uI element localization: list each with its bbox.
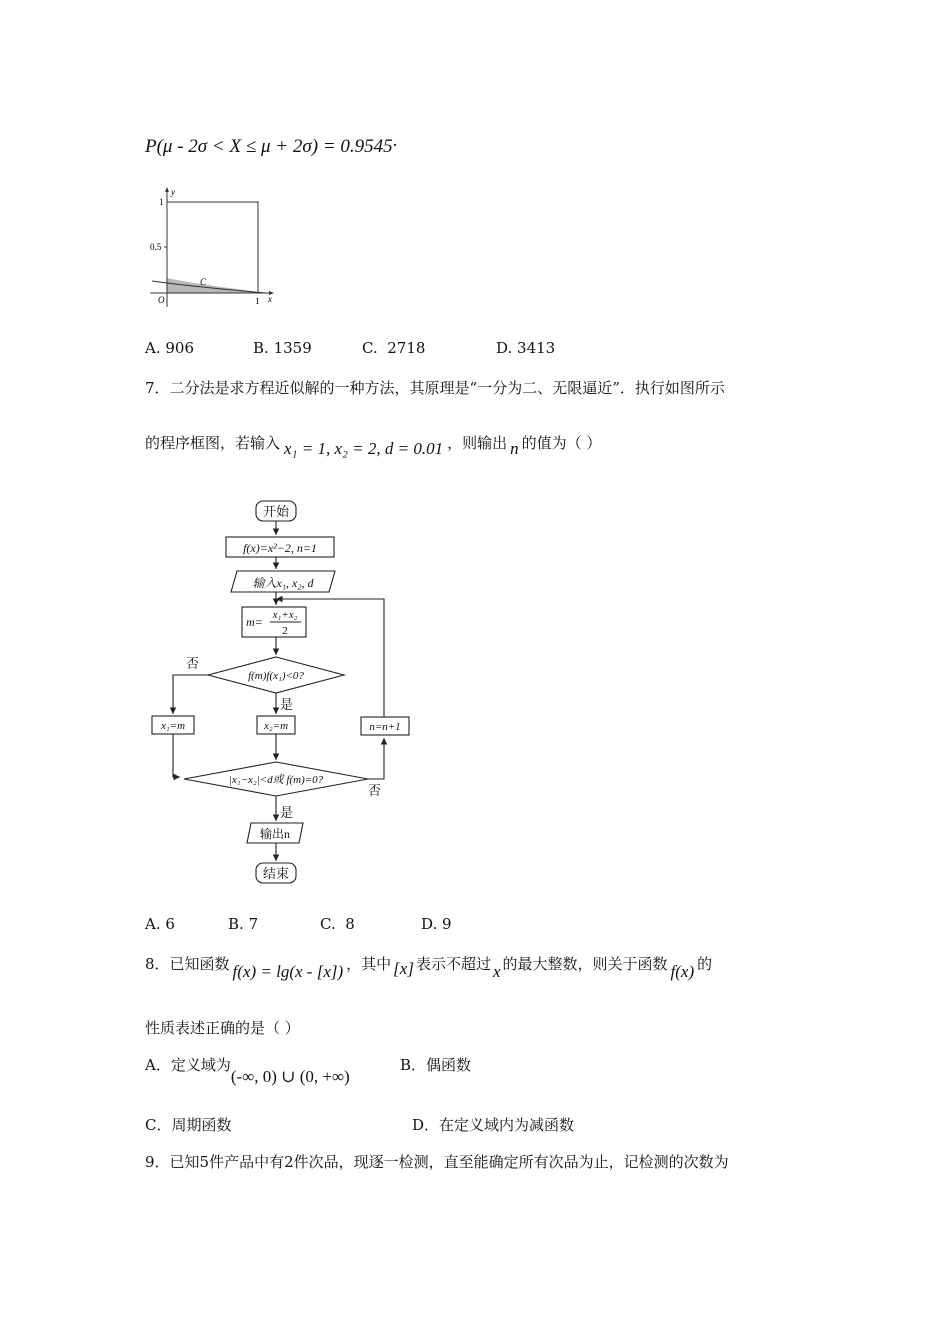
q7-line1: 7．二分法是求方程近似解的一种方法，其原理是“一分为二、无限逼近”．执行如图所示 xyxy=(145,379,725,397)
start-label: 开始 xyxy=(262,504,290,519)
m-numerator: x₁+x₂ xyxy=(272,609,298,621)
tick-label-y-1: 1 xyxy=(159,197,164,207)
tick-label-y-half: 0.5 xyxy=(150,242,162,252)
yes2-label: 是 xyxy=(280,805,294,820)
end-label: 结束 xyxy=(262,866,290,881)
q8-suffix: 的 xyxy=(697,955,713,973)
y-axis-arrow xyxy=(165,187,169,192)
q8-line1 xyxy=(145,953,713,981)
q8-bracket: [x] xyxy=(393,959,414,978)
option-value: 1359 xyxy=(273,339,312,357)
option-key: B. xyxy=(253,339,269,357)
q8-var-x: x xyxy=(492,962,501,981)
q7-line2 xyxy=(145,432,602,458)
q9-line1: 9．已知5件产品中有2件次品，现逐一检测，直至能确定所有次品为止，记检测的次数为 xyxy=(145,1153,729,1171)
q8-line2: 性质表述正确的是（ ） xyxy=(145,1019,300,1037)
y-axis-label: y xyxy=(171,187,175,197)
output-label: 输出n xyxy=(259,827,291,841)
option-key: D. xyxy=(421,915,438,933)
option-value: 2718 xyxy=(387,339,426,357)
option-value: 3413 xyxy=(517,339,556,357)
q8-function: f(x) = lg(x - [x]) xyxy=(232,962,344,981)
q8-option-a-domain: (-∞, 0) ∪ (0, +∞) xyxy=(230,1067,350,1086)
option-key: C. xyxy=(362,339,378,357)
q8-mid1: ，其中 xyxy=(346,955,392,973)
q7-option-d xyxy=(421,915,452,933)
q8-mid2: 表示不超过 xyxy=(415,955,491,973)
unit-square-figure xyxy=(140,185,290,315)
no2-label: 否 xyxy=(368,783,382,798)
option-value: 9 xyxy=(442,915,452,933)
option-key: A. xyxy=(145,339,161,357)
option-value: 8 xyxy=(345,915,355,933)
no1-label: 否 xyxy=(186,656,200,671)
assign-x1-label: x₁=m xyxy=(160,720,186,732)
prob-formula-trail: . xyxy=(392,130,398,151)
option-key: C. xyxy=(320,915,336,933)
assign-x2-label: x₂=m xyxy=(263,720,289,732)
m-lhs: m= xyxy=(246,615,263,629)
origin-label: O xyxy=(158,295,165,305)
q8-option-a-label: A．定义域为 xyxy=(145,1056,231,1074)
q7-option-b xyxy=(228,915,258,933)
option-value: 906 xyxy=(165,339,195,357)
define-label: f(x)=x²−2, n=1 xyxy=(243,541,317,555)
flowchart xyxy=(140,495,440,895)
tick-label-x-1: 1 xyxy=(255,296,260,306)
q6-option-c xyxy=(362,339,425,357)
option-key: D. xyxy=(496,339,513,357)
q8-mid3: 的最大整数，则关于函数 xyxy=(502,955,668,973)
decision2-label: |x₁−x₂|<d或 f(m)=0? xyxy=(228,774,324,786)
option-key: B. xyxy=(228,915,244,933)
option-value: 7 xyxy=(248,915,259,933)
q7-input-values: x₁ = 1, x₂ = 2, d = 0.01 xyxy=(284,439,444,458)
q7-var-n: n xyxy=(510,439,519,458)
yes1-label: 是 xyxy=(280,697,294,712)
q8-option-c: C．周期函数 xyxy=(145,1116,232,1134)
option-key: A. xyxy=(145,915,161,933)
q8-option-d: D．在定义域内为减函数 xyxy=(412,1116,575,1134)
q6-option-d xyxy=(496,339,555,357)
q8-option-a xyxy=(145,1054,350,1086)
m-denominator: 2 xyxy=(282,625,288,637)
prob-formula-text: P(μ - 2σ < X ≤ μ + 2σ) = 0.9545 xyxy=(145,136,393,157)
q8-prefix: 8．已知函数 xyxy=(145,955,230,973)
q7-line2-suffix: 的值为（ ） xyxy=(521,434,602,452)
option-value: 6 xyxy=(165,915,175,933)
q6-option-a xyxy=(145,339,194,357)
q8-function2: f(x) xyxy=(670,962,695,981)
q8-option-b: B．偶函数 xyxy=(400,1056,472,1074)
q7-option-c xyxy=(320,915,355,933)
input-label: 输入x₁, x₂, d xyxy=(252,576,314,590)
unit-square xyxy=(167,202,258,293)
curve-label: C xyxy=(200,277,207,287)
x-axis-label: x xyxy=(268,294,272,304)
increment-label: n=n+1 xyxy=(369,721,401,733)
q7-line2-mid: ，则输出 xyxy=(447,434,508,452)
prob-formula xyxy=(145,130,398,158)
q6-option-b xyxy=(253,339,312,357)
q7-option-a xyxy=(145,915,175,933)
q7-line2-prefix: 的程序框图，若输入 xyxy=(145,434,281,452)
decision1-label: f(m)f(x₁)<0? xyxy=(248,670,304,682)
